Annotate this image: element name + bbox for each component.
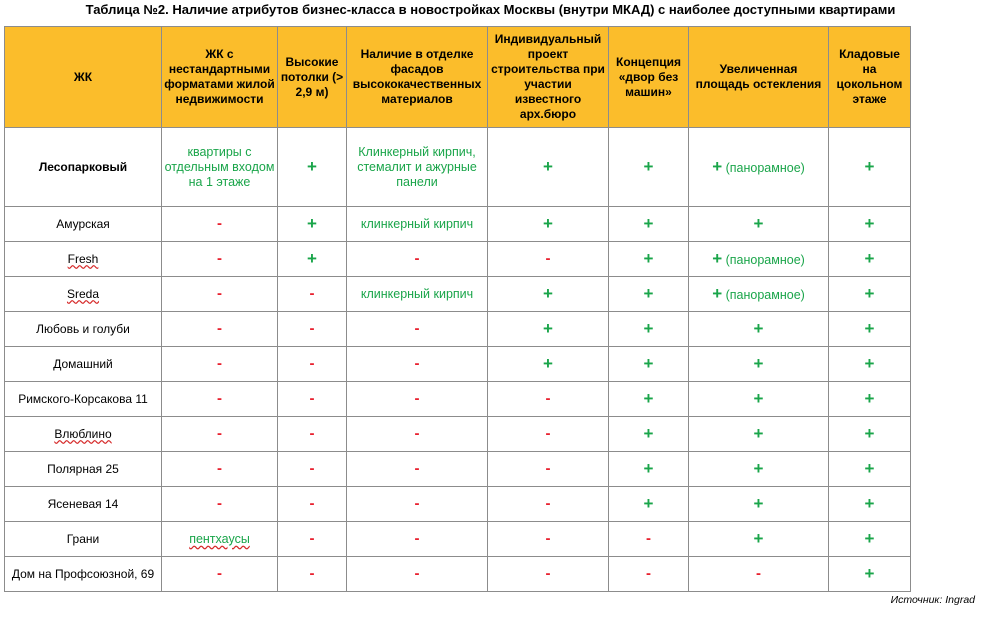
yes-cell xyxy=(689,417,829,452)
attribute-note: пентхаусы xyxy=(189,531,250,546)
text-cell xyxy=(162,128,278,207)
no-cell xyxy=(347,382,488,417)
minus-mark: - xyxy=(414,565,420,582)
table-row xyxy=(5,277,911,312)
minus-mark: - xyxy=(309,425,315,442)
plus-mark: + xyxy=(753,458,764,478)
text-cell xyxy=(689,277,829,312)
minus-mark: - xyxy=(217,320,222,337)
no-cell xyxy=(488,557,609,592)
yes-cell xyxy=(488,277,609,312)
plus-mark: + xyxy=(643,423,654,443)
plus-mark: + xyxy=(864,423,875,443)
yes-cell xyxy=(689,312,829,347)
no-cell xyxy=(162,277,278,312)
plus-mark: + xyxy=(643,156,654,176)
column-header: Увеличенная площадь остекления xyxy=(689,27,829,128)
minus-mark: - xyxy=(217,425,222,442)
complex-name xyxy=(5,382,162,417)
plus-mark: + xyxy=(643,493,654,513)
minus-mark: - xyxy=(217,250,222,267)
no-cell xyxy=(347,312,488,347)
no-cell xyxy=(162,207,278,242)
no-cell xyxy=(347,452,488,487)
table-row xyxy=(5,128,911,207)
text-cell xyxy=(162,522,278,557)
attribute-note: + (панорамное) xyxy=(712,156,805,176)
yes-cell xyxy=(488,312,609,347)
plus-mark: + xyxy=(543,213,553,233)
plus-mark: + xyxy=(643,388,654,408)
attribute-note: + (панорамное) xyxy=(712,283,805,303)
complex-name xyxy=(5,277,162,312)
yes-cell xyxy=(689,487,829,522)
yes-cell xyxy=(609,452,689,487)
yes-cell xyxy=(829,522,911,557)
no-cell xyxy=(162,242,278,277)
plus-mark: + xyxy=(643,318,654,338)
complex-name-text: Римского-Корсакова 11 xyxy=(18,391,148,406)
yes-cell xyxy=(829,347,911,382)
yes-cell xyxy=(689,207,829,242)
no-cell xyxy=(162,347,278,382)
minus-mark: - xyxy=(545,530,551,547)
plus-mark: + xyxy=(543,156,553,176)
minus-mark: - xyxy=(414,250,420,267)
minus-mark: - xyxy=(646,565,651,582)
minus-mark: - xyxy=(217,355,222,372)
text-cell xyxy=(347,128,488,207)
plus-mark: + xyxy=(753,353,764,373)
header-row xyxy=(5,27,911,128)
attribute-note: квартиры с отдельным входом на 1 этаже xyxy=(164,144,275,189)
text-cell xyxy=(347,207,488,242)
yes-cell xyxy=(609,242,689,277)
minus-mark: - xyxy=(646,530,651,547)
plus-mark: + xyxy=(753,528,764,548)
plus-mark: + xyxy=(864,563,875,583)
minus-mark: - xyxy=(309,460,315,477)
no-cell xyxy=(278,417,347,452)
no-cell xyxy=(162,452,278,487)
minus-mark: - xyxy=(414,495,420,512)
plus-mark: + xyxy=(864,528,875,548)
complex-name-text: Домашний xyxy=(53,356,113,371)
complex-name xyxy=(5,347,162,382)
no-cell xyxy=(347,417,488,452)
complex-name-text: Амурская xyxy=(56,216,110,231)
minus-mark: - xyxy=(414,320,420,337)
column-header: ЖК с нестандартными форматами жилой недвижимости xyxy=(162,27,278,128)
table-row xyxy=(5,487,911,522)
complex-name xyxy=(5,452,162,487)
yes-cell xyxy=(609,128,689,207)
no-cell xyxy=(278,277,347,312)
table-row xyxy=(5,522,911,557)
table-header xyxy=(5,27,911,128)
complex-name-text: Ясеневая 14 xyxy=(47,496,119,511)
yes-cell xyxy=(278,128,347,207)
yes-cell xyxy=(609,417,689,452)
plus-mark: + xyxy=(864,283,875,303)
no-cell xyxy=(278,522,347,557)
plus-mark: + xyxy=(643,213,654,233)
attribute-note: клинкерный кирпич xyxy=(360,286,474,301)
minus-mark: - xyxy=(545,460,551,477)
complex-name-text: Sreda xyxy=(66,286,100,301)
yes-cell xyxy=(829,207,911,242)
complex-name xyxy=(5,417,162,452)
complex-name xyxy=(5,522,162,557)
yes-cell xyxy=(278,207,347,242)
plus-mark: + xyxy=(864,388,875,408)
complex-name-text: Полярная 25 xyxy=(47,461,119,476)
source-note: Источник: Ingrad xyxy=(890,594,975,606)
complex-name xyxy=(5,207,162,242)
plus-mark: + xyxy=(643,283,654,303)
yes-cell xyxy=(829,242,911,277)
yes-cell xyxy=(488,347,609,382)
complex-name-text: Грани xyxy=(66,531,100,546)
column-header: ЖК xyxy=(5,27,162,128)
table-row xyxy=(5,347,911,382)
plus-mark: + xyxy=(753,423,764,443)
minus-mark: - xyxy=(545,495,551,512)
complex-name-text: Fresh xyxy=(67,251,99,266)
minus-mark: - xyxy=(309,355,315,372)
complex-name xyxy=(5,312,162,347)
no-cell xyxy=(162,382,278,417)
yes-cell xyxy=(829,382,911,417)
complex-name xyxy=(5,487,162,522)
no-cell xyxy=(347,557,488,592)
column-header: Индивидуальный проект строительства при участии известного арх.бюро xyxy=(488,27,609,128)
plus-mark: + xyxy=(753,318,764,338)
plus-mark: + xyxy=(543,283,553,303)
table-row xyxy=(5,382,911,417)
plus-mark: + xyxy=(643,458,654,478)
yes-cell xyxy=(689,452,829,487)
minus-mark: - xyxy=(217,460,222,477)
minus-mark: - xyxy=(217,215,222,232)
plus-mark: + xyxy=(643,353,654,373)
yes-cell xyxy=(609,312,689,347)
attribute-note: клинкерный кирпич xyxy=(360,216,474,231)
table-body xyxy=(5,128,911,592)
minus-mark: - xyxy=(414,355,420,372)
plus-mark: + xyxy=(864,318,875,338)
column-header: Наличие в отделке фасадов высококачественных материалов xyxy=(347,27,488,128)
minus-mark: - xyxy=(309,320,315,337)
minus-mark: - xyxy=(545,425,551,442)
no-cell xyxy=(278,487,347,522)
column-header: Концепция «двор без машин» xyxy=(609,27,689,128)
no-cell xyxy=(347,522,488,557)
yes-cell xyxy=(829,277,911,312)
yes-cell xyxy=(829,417,911,452)
yes-cell xyxy=(609,207,689,242)
yes-cell xyxy=(829,128,911,207)
minus-mark: - xyxy=(309,390,315,407)
no-cell xyxy=(609,522,689,557)
no-cell xyxy=(347,347,488,382)
plus-mark: + xyxy=(753,213,764,233)
no-cell xyxy=(488,382,609,417)
no-cell xyxy=(278,452,347,487)
no-cell xyxy=(488,242,609,277)
no-cell xyxy=(488,417,609,452)
yes-cell xyxy=(829,452,911,487)
plus-mark: + xyxy=(864,493,875,513)
yes-cell xyxy=(488,128,609,207)
plus-mark: + xyxy=(643,248,654,268)
minus-mark: - xyxy=(217,285,222,302)
no-cell xyxy=(488,522,609,557)
attribute-note: + (панорамное) xyxy=(712,248,805,268)
no-cell xyxy=(347,242,488,277)
minus-mark: - xyxy=(309,565,315,582)
minus-mark: - xyxy=(217,565,222,582)
minus-mark: - xyxy=(545,565,551,582)
yes-cell xyxy=(829,557,911,592)
table-row xyxy=(5,557,911,592)
plus-mark: + xyxy=(307,213,317,233)
plus-mark: + xyxy=(307,248,317,268)
yes-cell xyxy=(689,347,829,382)
table-row xyxy=(5,242,911,277)
plus-mark: + xyxy=(864,156,875,176)
table-row xyxy=(5,417,911,452)
plus-mark: + xyxy=(864,213,875,233)
yes-cell xyxy=(689,382,829,417)
no-cell xyxy=(278,382,347,417)
no-cell xyxy=(162,557,278,592)
attributes-table xyxy=(4,26,911,592)
plus-mark: + xyxy=(753,493,764,513)
plus-mark: + xyxy=(753,388,764,408)
yes-cell xyxy=(488,207,609,242)
no-cell xyxy=(162,312,278,347)
text-cell xyxy=(347,277,488,312)
column-header: Кладовые на цокольном этаже xyxy=(829,27,911,128)
no-cell xyxy=(162,487,278,522)
complex-name-text: Влюблино xyxy=(54,426,112,441)
minus-mark: - xyxy=(414,390,420,407)
no-cell xyxy=(488,452,609,487)
no-cell xyxy=(278,312,347,347)
yes-cell xyxy=(609,382,689,417)
no-cell xyxy=(278,347,347,382)
plus-mark: + xyxy=(864,353,875,373)
no-cell xyxy=(162,417,278,452)
plus-mark: + xyxy=(307,156,317,176)
yes-cell xyxy=(278,242,347,277)
table-row xyxy=(5,207,911,242)
minus-mark: - xyxy=(545,250,551,267)
minus-mark: - xyxy=(414,425,420,442)
no-cell xyxy=(488,487,609,522)
yes-cell xyxy=(829,487,911,522)
complex-name xyxy=(5,242,162,277)
yes-cell xyxy=(609,347,689,382)
complex-name xyxy=(5,557,162,592)
minus-mark: - xyxy=(309,530,315,547)
text-cell xyxy=(689,242,829,277)
table-row xyxy=(5,452,911,487)
minus-mark: - xyxy=(545,390,551,407)
minus-mark: - xyxy=(217,495,222,512)
minus-mark: - xyxy=(414,460,420,477)
table-row xyxy=(5,312,911,347)
no-cell xyxy=(347,487,488,522)
no-cell xyxy=(689,557,829,592)
table-title: Таблица №2. Наличие атрибутов бизнес-класса в новостройках Москвы (внутри МКАД) с наиболее доступными квартирами xyxy=(85,2,896,17)
yes-cell xyxy=(609,277,689,312)
yes-cell xyxy=(829,312,911,347)
text-cell xyxy=(689,128,829,207)
plus-mark: + xyxy=(543,353,553,373)
no-cell xyxy=(609,557,689,592)
yes-cell xyxy=(609,487,689,522)
plus-mark: + xyxy=(543,318,553,338)
complex-name-text: Лесопарковый xyxy=(38,159,128,174)
plus-mark: + xyxy=(864,248,875,268)
minus-mark: - xyxy=(217,390,222,407)
column-header: Высокие потолки (> 2,9 м) xyxy=(278,27,347,128)
no-cell xyxy=(278,557,347,592)
yes-cell xyxy=(689,522,829,557)
complex-name-text: Дом на Профсоюзной, 69 xyxy=(11,566,155,581)
minus-mark: - xyxy=(756,565,761,582)
minus-mark: - xyxy=(414,530,420,547)
minus-mark: - xyxy=(309,495,315,512)
complex-name xyxy=(5,128,162,207)
plus-mark: + xyxy=(864,458,875,478)
attribute-note: Клинкерный кирпич, стемалит и ажурные панели xyxy=(357,144,477,189)
minus-mark: - xyxy=(309,285,315,302)
complex-name-text: Любовь и голуби xyxy=(36,321,130,336)
